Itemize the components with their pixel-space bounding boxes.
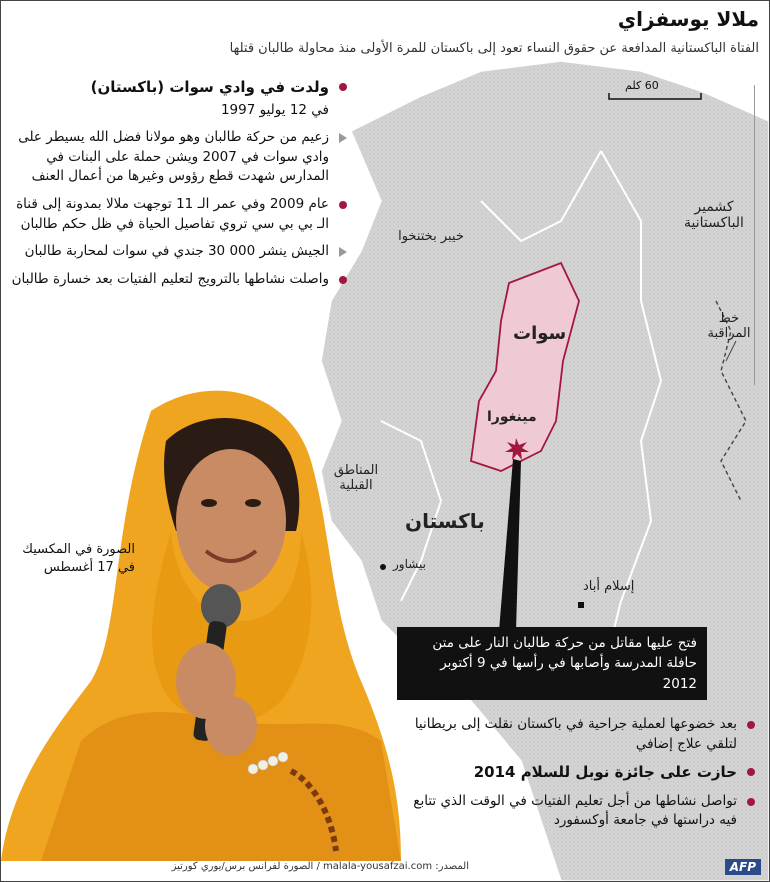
timeline-bottom: [409, 715, 759, 839]
timeline-item-7: حازت على جائزة نوبل للسلام 2014: [409, 762, 759, 784]
timeline-item-6: بعد خضوعها لعملية جراحية في باكستان نقلت إلى بريطانيا لتلقي علاج إضافي: [409, 715, 759, 754]
label-khyber: خيبر بختنخوا: [398, 229, 464, 244]
timeline-top: [6, 77, 351, 297]
timeline-item-2: زعيم من حركة طالبان وهو مولانا فضل الله يسيطر على وادي سوات في 2007 ويشن حملة على البنات في المدارس شهدت قطع رؤوس وغيرها من أعمال العنف: [6, 128, 351, 187]
footer: [1, 857, 769, 879]
timeline-item-3: عام 2009 وفي عمر الـ 11 توجهت ملالا بمدونة إلى قناة الـ بي بي سي تروي تفاصيل الحياة في ظل حكم طالبان: [6, 195, 351, 234]
source-credit: المصدر: malala-yousafzai.com / الصورة لفرانس برس/يوري كورتيز: [171, 861, 469, 872]
timeline-item-5: واصلت نشاطها بالترويج لتعليم الفتيات بعد خسارة طالبان: [6, 270, 351, 290]
triangle-icon: [339, 133, 347, 143]
dot-icon: [747, 768, 755, 776]
attack-callout: فتح عليها مقاتل من حركة طالبان النار على متن حافلة المدرسة وأصابها في رأسها في 9 أكتوبر 2012: [397, 627, 707, 700]
timeline-line: [754, 85, 755, 385]
timeline-item-0: ولدت في وادي سوات (باكستان): [6, 77, 351, 99]
label-islamabad: إسلام أباد: [583, 579, 635, 594]
label-kashmir: كشمير الباكستانية: [684, 199, 744, 231]
timeline-item-8: تواصل نشاطها من أجل تعليم الفتيات في الوقت الذي تتابع فيه دراستها في جامعة أوكسفورد: [409, 792, 759, 831]
label-line-of-control: خط المراقبة: [707, 311, 751, 341]
scale-label: 60 كلم: [625, 79, 659, 92]
dot-icon: [747, 721, 755, 729]
islamabad-marker: [578, 602, 584, 608]
timeline-item-1: في 12 يوليو 1997: [220, 101, 329, 118]
label-mingora: مينغورا: [487, 409, 537, 425]
label-tribal-areas: المناطق القبلية: [333, 463, 379, 493]
portrait-photo: [1, 381, 401, 861]
photo-caption: الصورة في المكسيك في 17 أغسطس: [22, 542, 135, 576]
afp-logo: AFP: [725, 859, 761, 875]
page-subtitle: الفتاة الباكستانية المدافعة عن حقوق النساء تعود إلى باكستان للمرة الأولى منذ محاولة طالبان قتلها: [229, 41, 759, 56]
dot-icon: [339, 201, 347, 209]
label-pakistan: باكستان: [405, 509, 485, 533]
label-peshawar: بيشاور: [393, 557, 426, 571]
dot-icon: [339, 276, 347, 284]
dot-icon: [747, 798, 755, 806]
timeline-item-4: الجيش ينشر 000 30 جندي في سوات لمحاربة طالبان: [6, 242, 351, 262]
label-swat: سوات: [513, 323, 567, 344]
dot-icon: [339, 83, 347, 91]
triangle-icon: [339, 247, 347, 257]
page-title: ملالا يوسفزاي: [617, 7, 759, 31]
